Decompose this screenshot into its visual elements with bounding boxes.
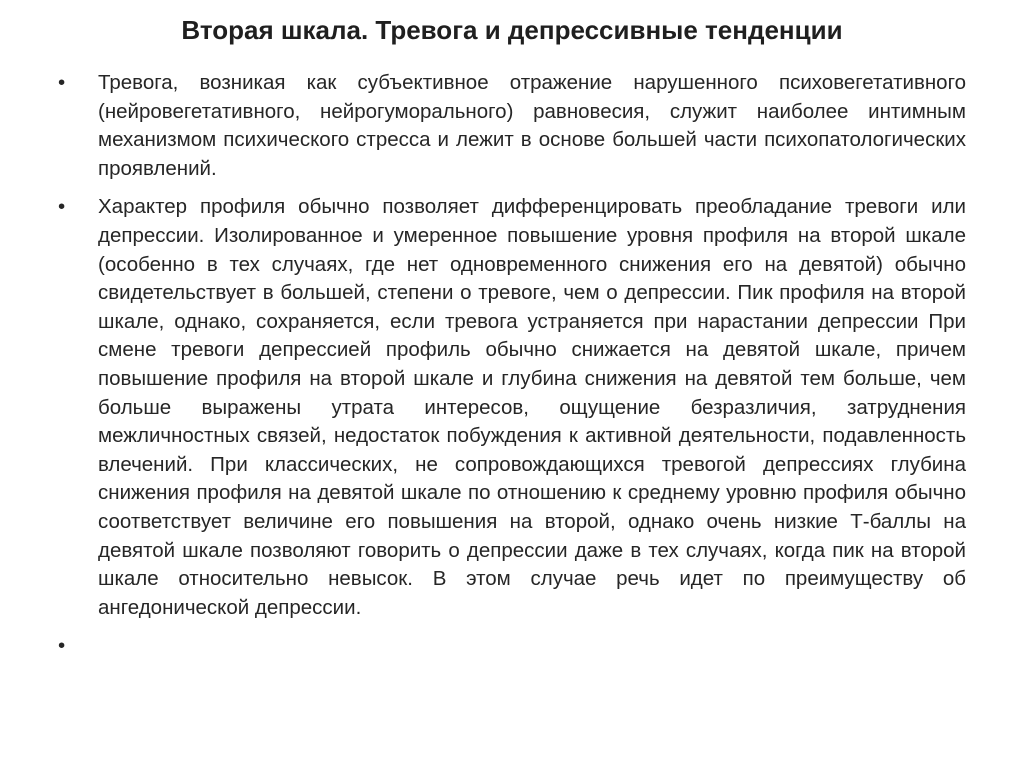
bullet-marker: • [58, 634, 66, 658]
bullet-text: Тревога, возникая как субъективное отражение нарушенного психовегетативного (нейровегетативного, нейрогуморального) равновесия, служит наиболее интимным механизмом психического стресса и лежит в основе большей части психопатологических проявлений. [98, 71, 966, 180]
bullet-list [58, 69, 966, 671]
bullet-text: Характер профиля обычно позволяет дифференцировать преобладание тревоги или депрессии. Изолированное и умеренное повышение уровня профиля на второй шкале (особенно в тех случаях, где нет одновременного снижения его на девятой) обычно свидетельствует в большей, степени о тревоге, чем о депрессии. Пик профиля на второй шкале, однако, сохраняется, если тревога устраняется при нарастании депрессии При смене тревоги депрессией профиль обычно снижается на девятой шкале, причем повышение профиля на второй шкале и глубина снижения на девятой тем больше, чем больше выражены утрата интересов, ощущение безразличия, затруднения межличностных связей, недостаток побуждения к активной деятельности, подавленность влечений. При классических, не сопровождающихся тревогой депрессиях глубина снижения профиля на девятой шкале по отношению к среднему уровню профиля обычно соответствует величине его повышения на второй, однако очень низкие Т-баллы на девятой шкале позволяют говорить о депрессии даже в тех случаях, когда пик на второй шкале относительно невысок. В этом случае речь идет по преимуществу об ангедонической депрессии. [98, 195, 966, 619]
bullet-marker: • [58, 71, 66, 94]
bullet-item-empty [58, 632, 966, 661]
slide-title: Вторая шкала. Тревога и депрессивные тенденции [181, 15, 843, 45]
bullet-item [58, 69, 966, 183]
bullet-item [58, 193, 966, 622]
bullet-marker: • [58, 195, 66, 219]
